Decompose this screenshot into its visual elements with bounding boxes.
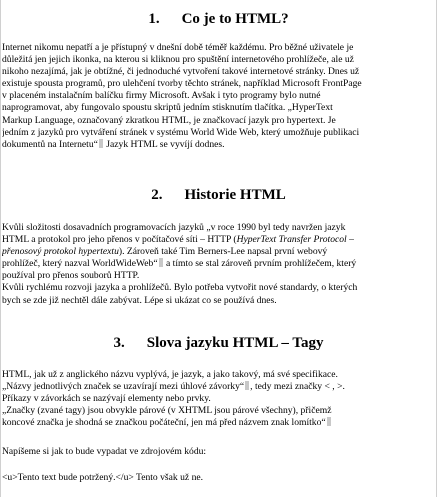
section-3-number: 3. [113,335,125,351]
text-line: Napíšeme si jak to bude vypadat ve zdrojovém kódu: [2,446,207,457]
section-2-paragraph [0,222,437,307]
section-1-heading-block [0,10,437,28]
text-line [2,258,437,270]
footnote-marker [159,258,163,267]
text-line: používal pro přenos souborů HTTP. [2,270,140,282]
text-line [2,139,437,151]
text-line: Internet nikomu nepatří a je přístupný v dnešní době téměř každému. Pro běžné uživatele je [2,42,354,53]
text-line: Markup Language, označovaný zkratkou HTML, je značkovací jazyk pro hypertext. Je [2,114,336,126]
section-1-title: Co je to HTML? [181,11,289,27]
section-3-paragraph [0,369,437,429]
code-example-line: <u>Tento text bude potržený.</u> Tento však už ne. [2,472,204,483]
text-fragment: dokumentů na Internetu“ [2,138,98,150]
section-2-number: 2. [151,187,163,203]
text-line: „Značky (zvané tagy) jsou obvykle párové (v XHTML jsou párové všechny), přičemž [2,405,332,417]
text-line: jedním z jazyků pro vytváření stránek v systému World Wide Web, který umožňuje publikaci [2,126,360,138]
footnote-marker [327,417,331,426]
section-3-heading-block [0,334,437,352]
text-fragment: prohlížeč, který nazval WorldWideWeb“ [2,258,158,270]
text-line: Kvůli složitosti dosavadních programovacích jazyků „v roce 1990 byl tedy navržen jazyk [2,222,346,233]
italic-fragment: HyperText Transfer Protocol – [236,234,354,246]
text-line: naprogramovat, aby fungovalo spoustu skriptů jedním stisknutím tlačítka. „HyperText [2,102,333,114]
text-line: nikoho nezajímá, jak je obtížné, či jednoduché vytvoření takové internetové stránky. Dnes už [2,66,360,78]
text-line [2,417,437,429]
text-fragment: „Názvy jednotlivých značek se uzavírají mezi úhlové závorky“ [2,381,245,393]
code-example-paragraph [0,472,437,484]
text-line: bych se zde již nechtěl dále zabývat. Lépe si ukázat co se používá dnes. [2,294,277,306]
text-fragment: , tedy mezi značky < , >. [250,381,345,393]
section-3-title: Slova jazyku HTML – Tagy [146,335,324,351]
section-3-heading [0,334,437,352]
text-line [2,234,437,246]
text-fragment: HTML a protokol pro jeho přenos v počítačové síti – HTTP ( [2,234,237,246]
italic-fragment: přenosový protokol hypertextu [2,246,119,258]
section-1-paragraph [0,42,437,151]
text-fragment: koncové značka je shodná se značkou počáteční, jen má před názvem znak lomítko“ [2,417,326,429]
footnote-marker [99,139,103,148]
text-line: HTML, jak už z anglického názvu vyplývá, je jazyk, a jako takový, má své specifikace. [2,369,338,380]
text-line [2,381,437,393]
text-line: Kvůli rychlému rozvoji jazyka a prohlížečů. Bylo potřeba vytvořit nové standardy, o kterých [2,282,358,294]
text-fragment: Jazyk HTML se vyvíjí dodnes. [103,138,225,150]
section-2-heading-block [0,186,437,204]
section-2-heading [0,186,437,204]
text-line: Příkazy v závorkách se nazývají elementy nebo prvky. [2,393,211,405]
section-1-heading [0,10,437,28]
code-intro-paragraph [0,446,437,458]
section-2-title: Historie HTML [184,187,286,203]
footnote-marker [245,381,249,390]
text-line [2,246,437,258]
text-fragment: a tímto se stal zároveň prvním prohlížečem, který [163,258,357,270]
text-fragment: ). Zároveň také Tim Berners-Lee napsal první webový [118,246,328,258]
text-line: v placeném instalačním balíčku firmy Microsoft. Avšak i tyto programy bylo nutné [2,90,321,102]
text-line: důležitá jen jejich ikonka, na kterou si kliknou pro spuštění internetového prohlížeče, ale už [2,54,354,66]
section-1-number: 1. [148,11,160,27]
text-line: existuje spousta programů, pro ulehčení tvorby těchto stránek, například Microsoft FrontPage [2,78,362,90]
